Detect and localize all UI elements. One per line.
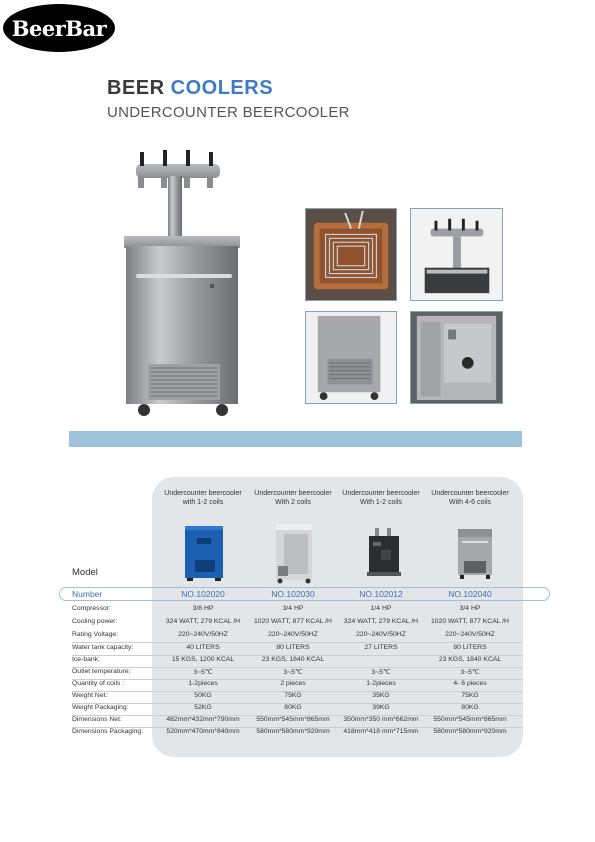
spec-value: 23 KGS, 1840 KCAL — [438, 656, 502, 663]
spec-value: 23 KGS, 1840 KCAL — [261, 656, 325, 663]
spec-label-cooling-power: Cooling power: — [72, 618, 118, 625]
detail-photo-tower — [410, 208, 503, 301]
spec-value: 220~240V/50HZ — [356, 631, 406, 638]
spec-label-rating-voltage: Rating Voltage: — [72, 631, 119, 638]
product-number-4: NO.102040 — [448, 589, 492, 599]
main-product-photo — [118, 150, 248, 420]
spec-value: 580mm*580mm*920mm — [433, 728, 507, 735]
spec-label-water-tank: Water tank capacity: — [72, 644, 134, 651]
spec-value: 324 WATT, 279 KCAL /H — [165, 618, 241, 625]
spec-value: 4- 6 pieces — [453, 680, 487, 687]
product-title-4-line1: Undercounter beercooler — [431, 490, 509, 497]
spec-label-compressor: Compressor: — [72, 605, 111, 612]
spec-value: 220~240V/50HZ — [445, 631, 495, 638]
product-title-1-line1: Undercounter beercooler — [164, 490, 242, 497]
spec-value: 1-2pieces — [188, 680, 218, 687]
spec-value: 3/4 HP — [459, 605, 481, 612]
spec-label-weight-net: Weight Net: — [72, 692, 108, 699]
model-label: Model — [72, 567, 98, 578]
spec-value: 220~240V/50HZ — [268, 631, 318, 638]
spec-label-dimensions-net: Dimensions Net: — [72, 716, 122, 723]
spec-value: 80 LITERS — [276, 644, 310, 651]
spec-value: 520mm*470mm*840mm — [166, 728, 240, 735]
brand-logo-text: BeerBar — [11, 15, 107, 41]
detail-photo-coil — [305, 208, 397, 301]
spec-value: 418mm*418 mm*715mm — [343, 728, 419, 735]
spec-label-outlet-temperature: Outlet temperature: — [72, 668, 131, 675]
spec-value: 350mm*350 mm*662mm — [343, 716, 419, 723]
spec-value: 1/4 HP — [370, 605, 392, 612]
product-title-3-line2: With 1-2 coils — [359, 499, 402, 506]
page-title — [107, 77, 273, 100]
spec-value: 1020 WATT, 877 KCAL /H — [431, 618, 509, 625]
product-title-1-line2: with 1-2 coils — [182, 499, 224, 506]
spec-value: 39KG — [372, 704, 390, 711]
spec-value: 324 WATT, 279 KCAL /H — [343, 618, 419, 625]
spec-label-weight-packaging: Weight Packaging: — [72, 704, 129, 711]
product-image-3 — [363, 528, 405, 578]
spec-value: 75KG — [284, 692, 302, 699]
page-subtitle: UNDERCOUNTER BEERCOOLER — [107, 104, 350, 121]
product-title-3-line1: Undercounter beercooler — [342, 490, 420, 497]
spec-value: 3~5℃ — [283, 669, 303, 676]
product-title-2-line2: With 2 coils — [275, 499, 311, 506]
spec-value: 15 KGS, 1200 KCAL — [171, 656, 235, 663]
section-divider-band — [69, 431, 522, 447]
product-title-4 — [424, 489, 516, 507]
title-word-beer: BEER — [107, 77, 165, 99]
spec-value: 52KG — [194, 704, 212, 711]
spec-value: 3/8 HP — [192, 605, 214, 612]
product-title-4-line2: With 4-6 coils — [448, 499, 491, 506]
spec-value: 1-2pieces — [366, 680, 396, 687]
spec-value: 580mm*580mm*920mm — [256, 728, 330, 735]
detail-photo-back — [410, 311, 503, 404]
spec-value: 3~5℃ — [460, 669, 480, 676]
spec-value: 1020 WATT, 877 KCAL /H — [254, 618, 332, 625]
number-label: Number — [72, 589, 103, 599]
spec-value: 2 pieces — [280, 680, 306, 687]
spec-value: 3~5℃ — [193, 669, 213, 676]
spec-value: 550mm*545mm*865mm — [433, 716, 507, 723]
spec-value: 35KG — [372, 692, 390, 699]
product-title-3 — [335, 489, 427, 507]
spec-value: 482mm*432mm*790mm — [166, 716, 240, 723]
product-number-3: NO.102012 — [359, 589, 403, 599]
product-image-2 — [272, 522, 316, 584]
spec-label-ice-bank: Ice-bank: — [72, 656, 100, 663]
spec-value: 40 LITERS — [186, 644, 220, 651]
product-image-4 — [456, 527, 494, 581]
spec-label-dimensions-packaging: Dimensions Packaging: — [72, 728, 144, 735]
spec-value: 3/4 HP — [282, 605, 304, 612]
product-title-2-line1: Undercounter beercooler — [254, 490, 332, 497]
spec-value: 550mm*545mm*865mm — [256, 716, 330, 723]
product-image-1 — [183, 524, 227, 582]
detail-photo-front — [305, 311, 397, 404]
product-number-2: NO.102030 — [271, 589, 315, 599]
spec-value: 75KG — [461, 692, 479, 699]
spec-value: 3~5℃ — [371, 669, 391, 676]
row-divider — [72, 642, 522, 643]
spec-value: 50KG — [194, 692, 212, 699]
spec-value: 80KG — [284, 704, 302, 711]
spec-value: 220~240V/50HZ — [178, 631, 228, 638]
spec-value: 27 LITERS — [364, 644, 398, 651]
product-number-1: NO.102020 — [181, 589, 225, 599]
brand-logo — [3, 4, 115, 52]
title-word-coolers: COOLERS — [170, 77, 274, 99]
spec-value: 80KG — [461, 704, 479, 711]
spec-label-quantity-of-coils: Quantity of coils : — [72, 680, 125, 687]
product-title-2 — [247, 489, 339, 507]
spec-value: 80 LITERS — [453, 644, 487, 651]
product-title-1 — [157, 489, 249, 507]
